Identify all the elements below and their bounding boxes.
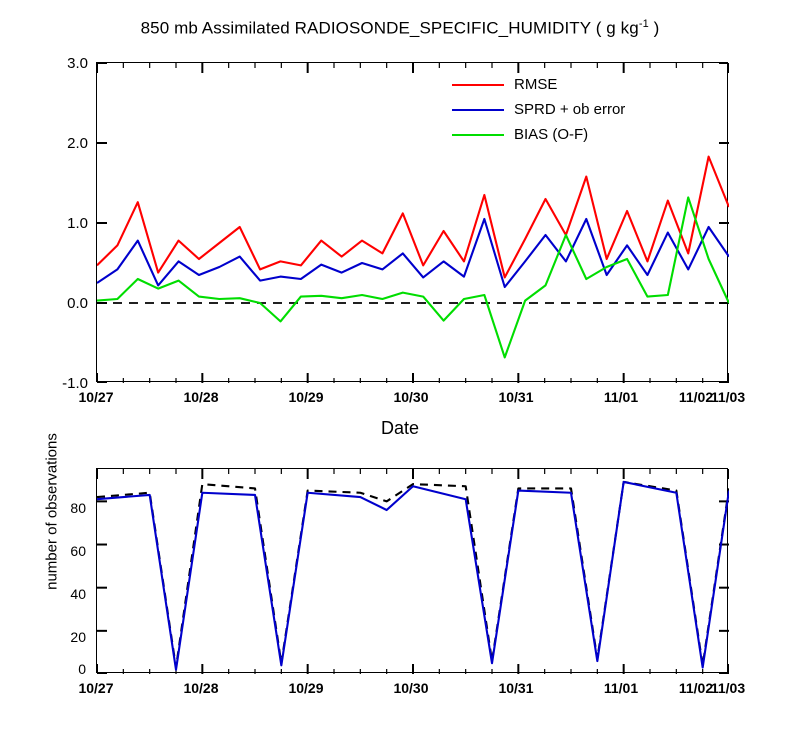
chart-title [0,18,800,39]
bottom-ytick-40: 40 [70,586,86,602]
bottom-xtick-11-02: 11/02 [678,680,714,696]
top-ytick-2.0: 2.0 [67,135,88,152]
x-axis-title: Date [380,418,420,438]
top-plot-svg [97,63,729,383]
top-ytick-3.0: 3.0 [67,55,88,72]
top-ytick-0.0: 0.0 [67,295,88,312]
legend-label-bias: BIAS (O-F) [514,126,589,143]
bottom-ytick-20: 20 [70,629,86,645]
bottom-plot-svg [97,469,729,674]
top-xtick-10-31: 10/31 [498,389,534,405]
chart-title-superscript: -1 [638,18,649,30]
bottom-xtick-10-29: 10/29 [288,680,324,696]
bottom-ytick-60: 60 [70,543,86,559]
top-xtick-10-30: 10/30 [393,389,429,405]
top-xtick-10-27: 10/27 [78,389,114,405]
legend [452,72,625,147]
bottom-xtick-10-28: 10/28 [183,680,219,696]
bottom-ytick-80: 80 [70,500,86,516]
chart-title-main: 850 mb Assimilated RADIOSONDE_SPECIFIC_HUMIDITY ( g kg [140,18,639,38]
legend-item-sprd [452,97,625,122]
bottom-xtick-10-31: 10/31 [498,680,534,696]
legend-swatch-sprd [452,109,504,111]
top-ytick-1.0: 1.0 [67,215,88,232]
top-xtick-10-28: 10/28 [183,389,219,405]
top-xtick-11-02: 11/02 [678,389,714,405]
bottom-y-axis-title: number of observations [43,433,61,590]
top-xtick-11-01: 11/01 [603,389,639,405]
bottom-xtick-10-30: 10/30 [393,680,429,696]
legend-label-rmse: RMSE [514,76,558,93]
legend-swatch-bias [452,134,504,136]
legend-item-rmse [452,72,625,97]
legend-item-bias [452,122,625,147]
top-ytick--1.0: -1.0 [62,375,88,392]
top-xtick-11-03: 11/03 [710,389,746,405]
top-plot-panel [96,62,728,382]
bottom-xtick-11-03: 11/03 [710,680,746,696]
bottom-xtick-10-27: 10/27 [78,680,114,696]
legend-swatch-rmse [452,84,504,86]
chart-title-tail: ) [648,18,660,38]
bottom-xtick-11-01: 11/01 [603,680,639,696]
bottom-plot-panel [96,468,728,673]
top-xtick-10-29: 10/29 [288,389,324,405]
bottom-ytick-0: 0 [78,661,86,677]
legend-label-sprd: SPRD + ob error [514,101,626,118]
